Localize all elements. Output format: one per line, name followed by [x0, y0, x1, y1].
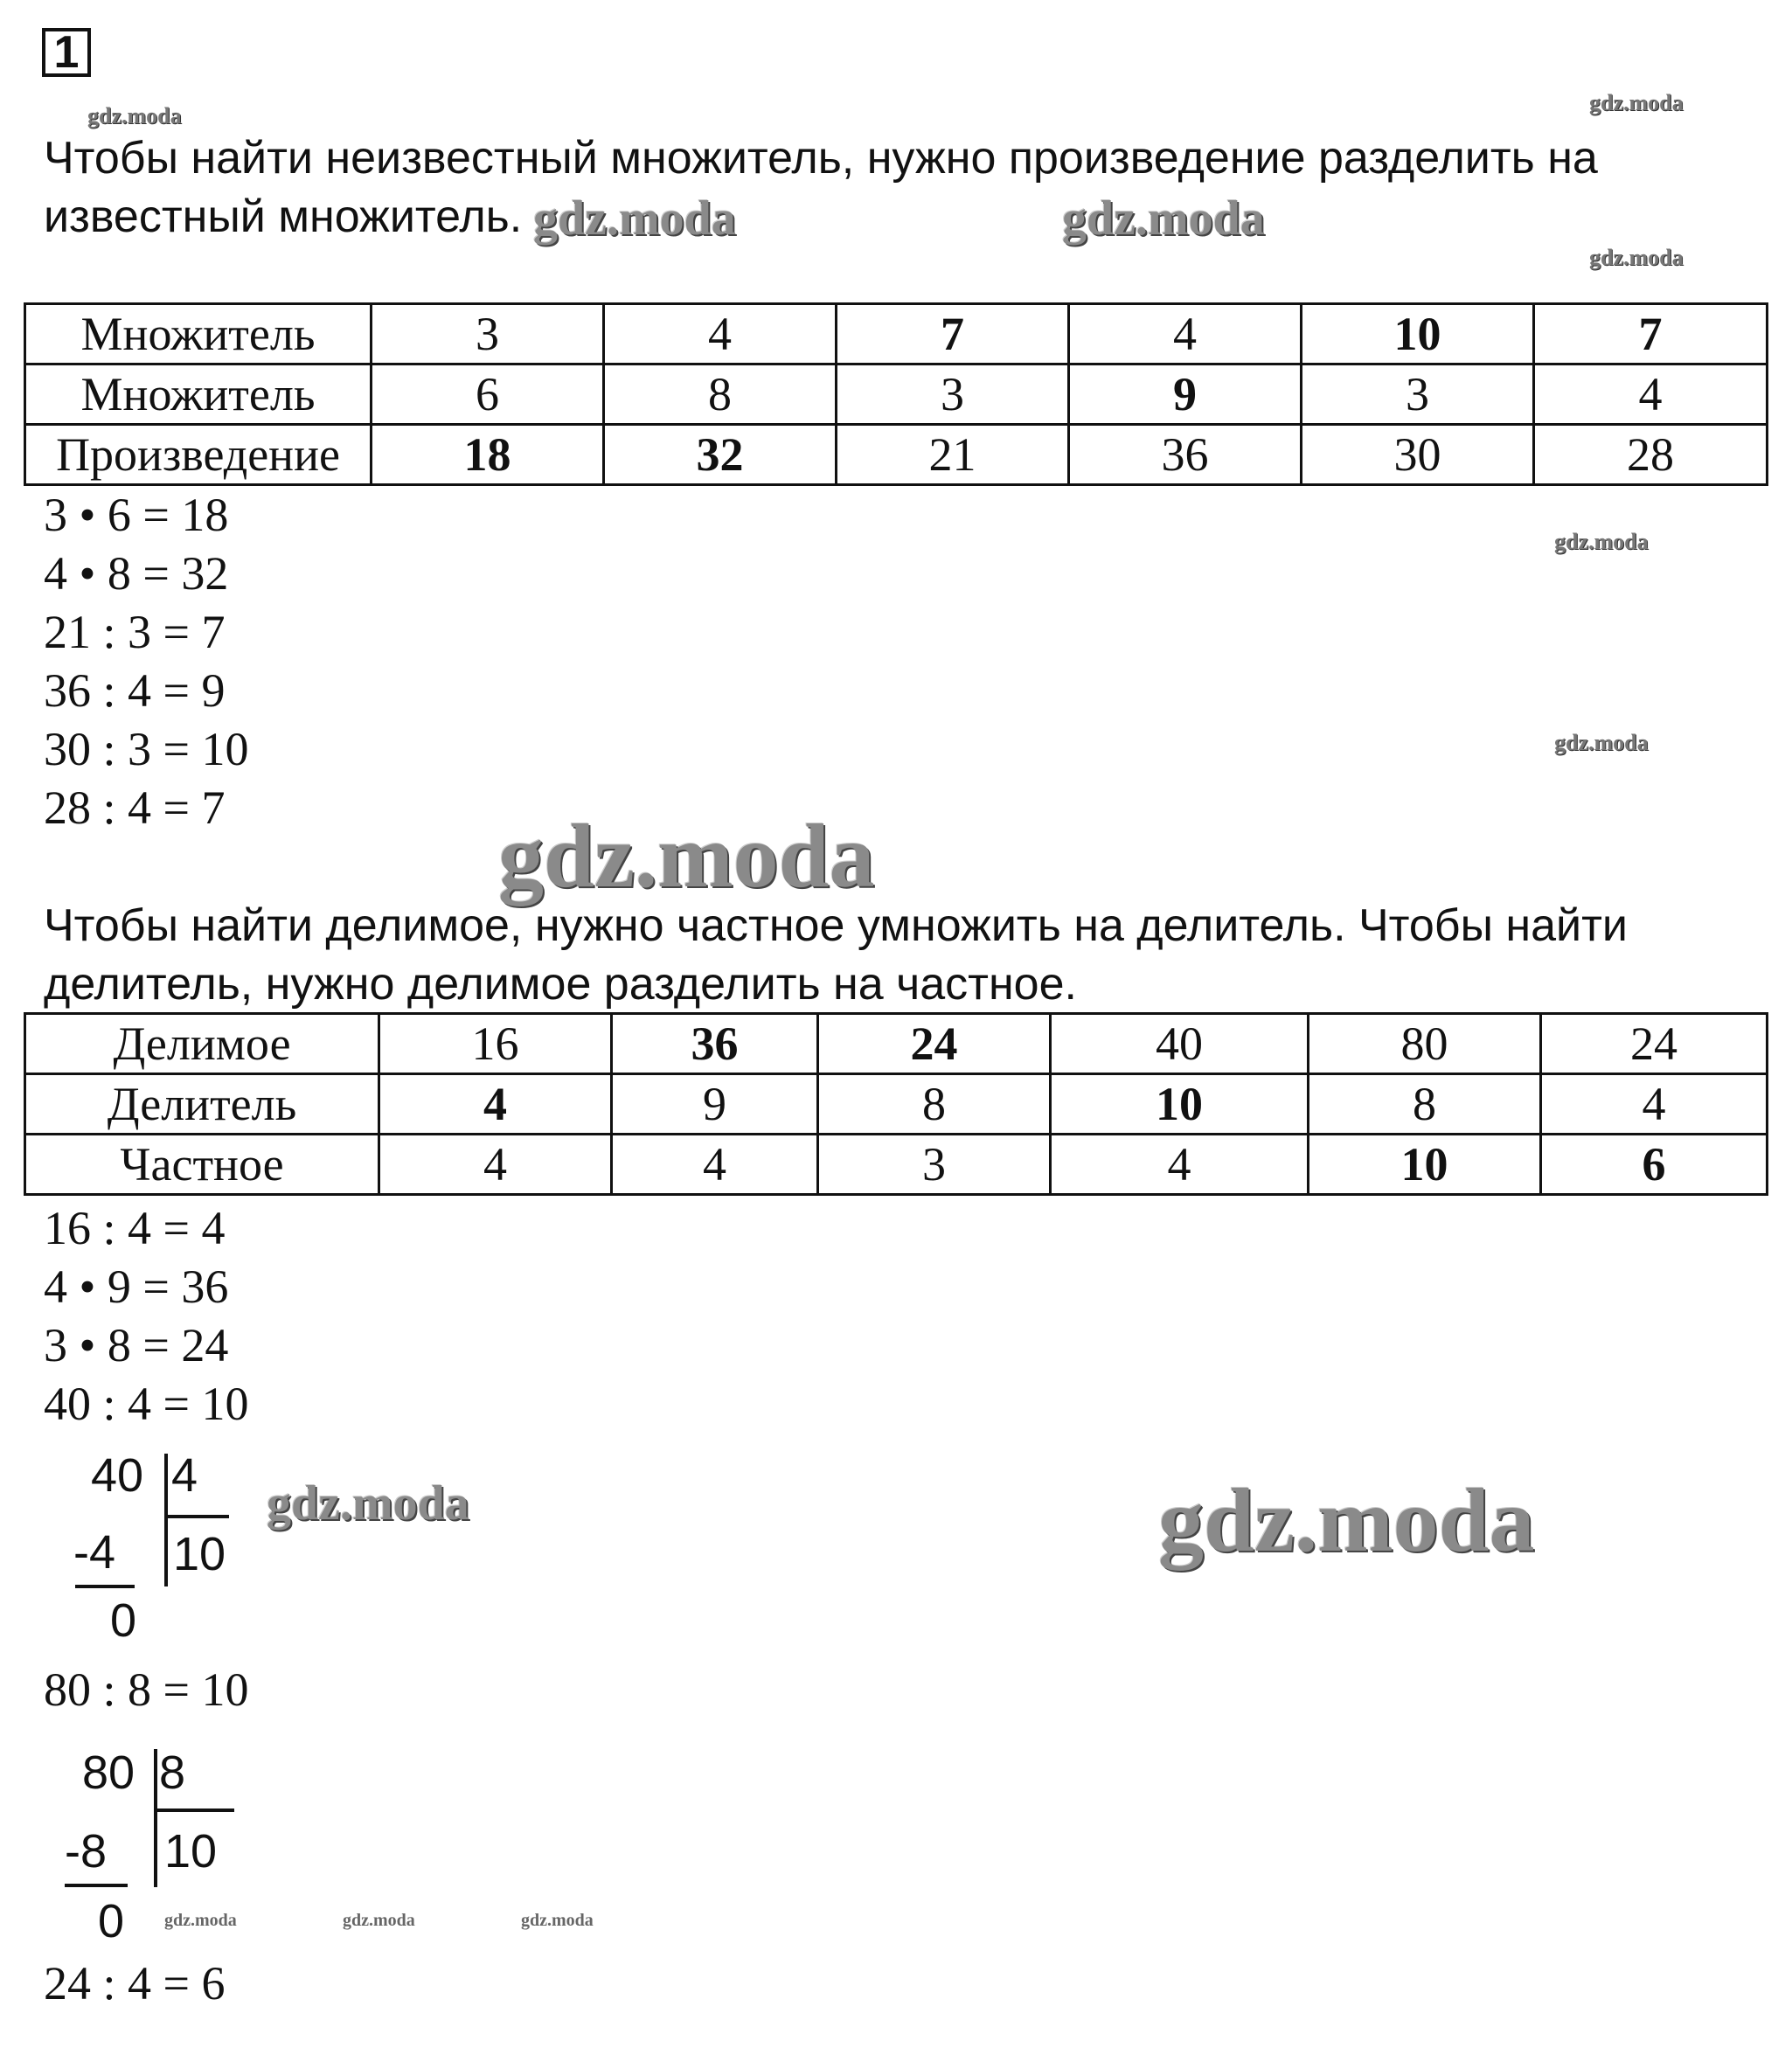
- table-cell: 7: [837, 304, 1069, 364]
- table-cell: 4: [612, 1135, 818, 1195]
- watermark: gdz.moda: [1554, 730, 1649, 755]
- division-bar-horizontal: [164, 1515, 229, 1518]
- dividend: 40: [91, 1449, 144, 1502]
- dividend: 80: [82, 1746, 135, 1799]
- division-bar-horizontal: [154, 1809, 234, 1812]
- table-cell: 7: [1534, 304, 1768, 364]
- table-cell: 40: [1051, 1014, 1309, 1074]
- equation: 3 • 8 = 24: [44, 1319, 229, 1371]
- watermark: gdz.moda: [164, 1911, 237, 1930]
- subtrahend: -4: [73, 1526, 116, 1579]
- table-cell: 8: [818, 1074, 1051, 1135]
- table-cell: 10: [1309, 1135, 1541, 1195]
- row-label: Делимое: [25, 1014, 379, 1074]
- watermark: gdz.moda: [533, 191, 736, 246]
- row-label: Множитель: [25, 304, 372, 364]
- equation: 36 : 4 = 9: [44, 664, 226, 717]
- watermark: gdz.moda: [1554, 529, 1649, 554]
- rule1-line2: известный множитель.: [44, 191, 523, 242]
- watermark: gdz.moda: [1589, 245, 1684, 270]
- table-cell: 6: [1541, 1135, 1768, 1195]
- table-cell: 4: [1051, 1135, 1309, 1195]
- table-cell: 30: [1302, 425, 1534, 485]
- quotient: 10: [173, 1528, 226, 1580]
- equation: 21 : 3 = 7: [44, 606, 226, 658]
- row-label: Частное: [25, 1135, 379, 1195]
- subtraction-line: [65, 1884, 128, 1887]
- table-cell: 4: [1069, 304, 1302, 364]
- rule1-line1: Чтобы найти неизвестный множитель, нужно произведение разделить на: [44, 133, 1598, 184]
- watermark: gdz.moda: [87, 103, 182, 128]
- table-cell: 36: [612, 1014, 818, 1074]
- rule2-line1: Чтобы найти делимое, нужно частное умножить на делитель. Чтобы найти: [44, 900, 1628, 951]
- division-bar-vertical: [164, 1454, 168, 1586]
- table-cell: 24: [818, 1014, 1051, 1074]
- table-cell: 24: [1541, 1014, 1768, 1074]
- table-cell: 3: [1302, 364, 1534, 425]
- table-row: [25, 1074, 1768, 1135]
- table-cell: 4: [604, 304, 837, 364]
- row-label: Делитель: [25, 1074, 379, 1135]
- watermark: gdz.moda: [498, 806, 875, 906]
- table-cell: 32: [604, 425, 837, 485]
- table-row: [25, 304, 1768, 364]
- table-cell: 10: [1051, 1074, 1309, 1135]
- equation: 30 : 3 = 10: [44, 723, 249, 775]
- watermark: gdz.moda: [1589, 90, 1684, 115]
- subtrahend: -8: [65, 1825, 108, 1878]
- table-cell: 4: [379, 1074, 612, 1135]
- table-cell: 4: [379, 1135, 612, 1195]
- divisor: 8: [159, 1746, 186, 1799]
- row-label: Множитель: [25, 364, 372, 425]
- table-cell: 80: [1309, 1014, 1541, 1074]
- table-cell: 9: [612, 1074, 818, 1135]
- watermark: gdz.moda: [1158, 1470, 1535, 1571]
- table-cell: 28: [1534, 425, 1768, 485]
- watermark: gdz.moda: [267, 1476, 469, 1531]
- watermark: gdz.moda: [343, 1911, 415, 1930]
- multiplication-table: [24, 302, 1768, 486]
- equation: 4 • 8 = 32: [44, 547, 229, 600]
- equation: 16 : 4 = 4: [44, 1202, 226, 1254]
- table-row: [25, 425, 1768, 485]
- long-division-40-by-4: [52, 1447, 262, 1648]
- equation: 24 : 4 = 6: [44, 1957, 226, 2010]
- table-cell: 3: [837, 364, 1069, 425]
- table-cell: 8: [1309, 1074, 1541, 1135]
- table-cell: 6: [372, 364, 604, 425]
- watermark: gdz.moda: [521, 1911, 594, 1930]
- table-row: [25, 364, 1768, 425]
- equation: 3 • 6 = 18: [44, 489, 229, 541]
- table-cell: 4: [1541, 1074, 1768, 1135]
- table-cell: 8: [604, 364, 837, 425]
- remainder: 0: [110, 1594, 137, 1647]
- table-cell: 3: [818, 1135, 1051, 1195]
- watermark: gdz.moda: [1062, 191, 1265, 246]
- equation: 80 : 8 = 10: [44, 1663, 249, 1716]
- table-cell: 36: [1069, 425, 1302, 485]
- table-cell: 18: [372, 425, 604, 485]
- task-number: 1: [42, 28, 91, 77]
- equation: 40 : 4 = 10: [44, 1378, 249, 1430]
- table-cell: 3: [372, 304, 604, 364]
- equation: 4 • 9 = 36: [44, 1260, 229, 1313]
- equation: 28 : 4 = 7: [44, 781, 226, 834]
- table-cell: 10: [1302, 304, 1534, 364]
- remainder: 0: [98, 1895, 125, 1947]
- table-row: [25, 1014, 1768, 1074]
- divisor: 4: [171, 1449, 198, 1502]
- rule2-line2: делитель, нужно делимое разделить на частное.: [44, 959, 1077, 1010]
- table-cell: 4: [1534, 364, 1768, 425]
- subtraction-line: [75, 1585, 135, 1588]
- table-cell: 16: [379, 1014, 612, 1074]
- row-label: Произведение: [25, 425, 372, 485]
- table-row: [25, 1135, 1768, 1195]
- division-bar-vertical: [154, 1749, 157, 1887]
- quotient: 10: [164, 1825, 218, 1878]
- table-cell: 21: [837, 425, 1069, 485]
- table-cell: 9: [1069, 364, 1302, 425]
- division-table: [24, 1012, 1768, 1196]
